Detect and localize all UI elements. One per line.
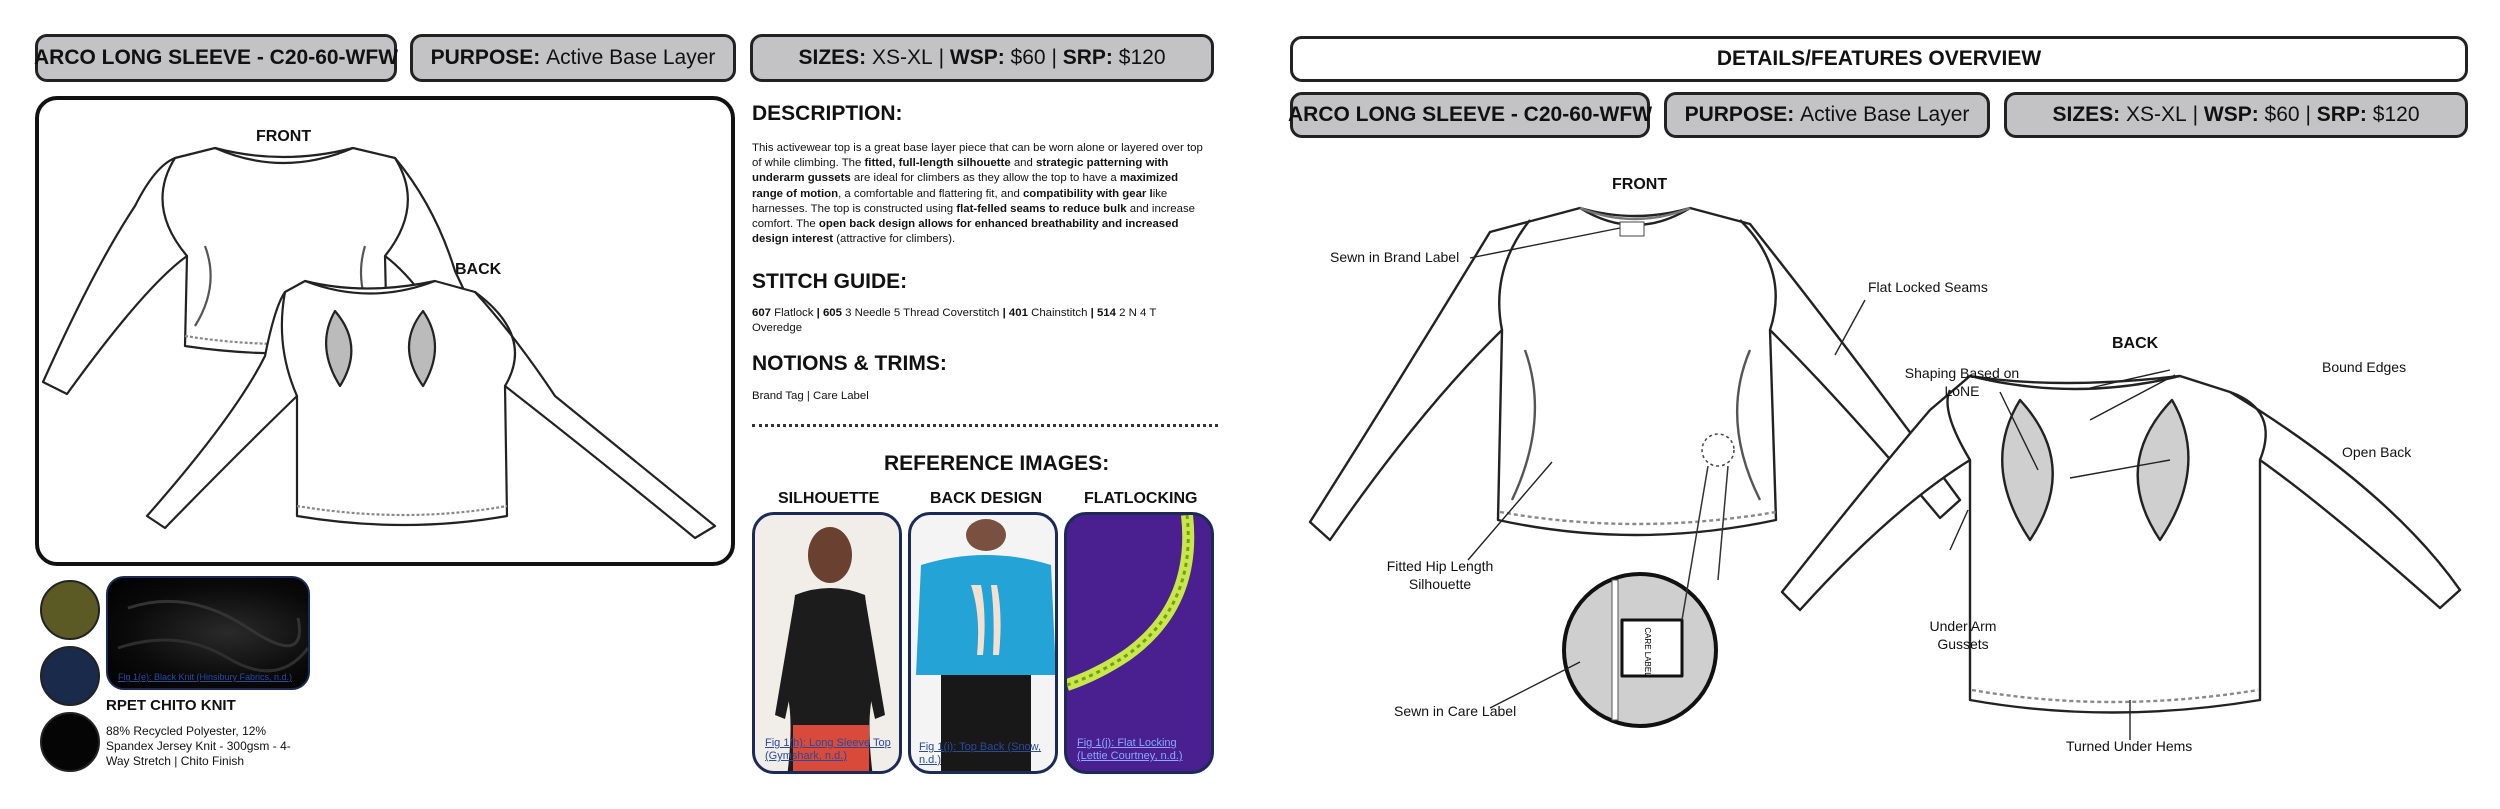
dotted-divider: [752, 424, 1218, 427]
color-swatch-navy: [40, 646, 100, 706]
reference-images-heading: REFERENCE IMAGES:: [884, 452, 1110, 475]
callout-brand-label: Sewn in Brand Label: [1330, 249, 1460, 265]
ref-title-silhouette: SILHOUETTE: [778, 490, 880, 507]
details-title-box: [1290, 36, 2468, 82]
description-heading: DESCRIPTION:: [752, 102, 903, 125]
notions-text: Brand Tag | Care Label: [752, 390, 869, 402]
color-swatch-olive: [40, 580, 100, 640]
ref-caption-flatlocking[interactable]: Fig 1(j): Flat Locking (Lettie Courtney, n.d.): [1077, 737, 1183, 762]
ref-title-back-design: BACK DESIGN: [930, 490, 1043, 507]
detail-back-label: BACK: [2112, 335, 2159, 352]
right-product-name-pill: ARCO LONG SLEEVE - C20-60-WFW: [1290, 92, 1650, 138]
ref-image-silhouette: [752, 512, 902, 774]
callout-care-label: Sewn in Care Label: [1394, 703, 1517, 719]
purpose-pill: PURPOSE: Active Base Layer: [410, 34, 736, 82]
right-purpose-pill: PURPOSE: Active Base Layer: [1664, 92, 1990, 138]
callout-turned-hems: Turned Under Hems: [2066, 738, 2193, 754]
color-swatch-black: [40, 712, 100, 772]
front-view-label: FRONT: [256, 128, 312, 145]
ref-caption-silhouette[interactable]: Fig 1(h): Long Sleeve Top (Gymshark, n.d.): [765, 737, 891, 762]
detail-front-label: FRONT: [1612, 176, 1668, 193]
callout-under-arm: Under Arm Gussets: [1929, 618, 1997, 652]
ref-title-flatlocking: FLATLOCKING: [1084, 490, 1198, 507]
callout-shaping: Shaping Based on LoNE: [1904, 365, 2020, 399]
sizes-pill: SIZES: XS-XL | WSP: $60 | SRP: $120: [750, 34, 1214, 82]
stitch-guide-text: 607 Flatlock | 605 3 Needle 5 Thread Coverstitch | 401 Chainstitch | 514 2 N 4 T Overedge: [752, 307, 1157, 335]
ref-image-flatlocking: [1064, 512, 1214, 774]
ref-image-back-design: [908, 512, 1058, 774]
product-name: ARCO LONG SLEEVE - C20-60-WFW: [33, 46, 399, 69]
fabric-image: [106, 576, 310, 690]
notions-heading: NOTIONS & TRIMS:: [752, 352, 947, 375]
ref-caption-back-design[interactable]: Fig 1(i): Top Back (Snow, n.d.): [919, 741, 1042, 766]
fabric-name: RPET CHITO KNIT: [106, 697, 236, 714]
callout-fitted-hip: Fitted Hip Length Silhouette: [1386, 558, 1494, 592]
details-title: DETAILS/FEATURES OVERVIEW: [1716, 47, 2042, 70]
product-name-pill: [35, 34, 397, 82]
callout-flat-locked-seams: Flat Locked Seams: [1868, 279, 1988, 295]
back-view-label: BACK: [455, 261, 502, 278]
care-tag-text: CARE LABEL: [1643, 627, 1652, 677]
right-sizes-pill: SIZES: XS-XL | WSP: $60 | SRP: $120: [2004, 92, 2468, 138]
fabric-composition: 88% Recycled Polyester, 12% Spandex Jersey Knit - 300gsm - 4-Way Stretch | Chito Finish: [106, 724, 291, 768]
callout-bound-edges: Bound Edges: [2322, 359, 2407, 375]
callout-open-back: Open Back: [2342, 444, 2412, 460]
flat-sketch-drawing: [35, 96, 735, 566]
description-text: This activewear top is a great base layer piece that can be worn alone or layered over top of while climbing. The fitted, full-length silhouette and strategic patterning with underarm gussets are ideal for climbers as they allow the top to have a maximized range of motion, a comfortable and flattering fit, and compatibility with gear like harnesses. The top is constructed using flat-felled seams to reduce bulk and increase comfort. The open back design allows for enhanced breathability and increased design interest (attractive for climbers).: [752, 142, 1203, 246]
fabric-image-caption[interactable]: Fig 1(e): Black Knit (Hinsibury Fabrics, n.d.): [118, 672, 293, 682]
stitch-guide-heading: STITCH GUIDE:: [752, 270, 908, 293]
